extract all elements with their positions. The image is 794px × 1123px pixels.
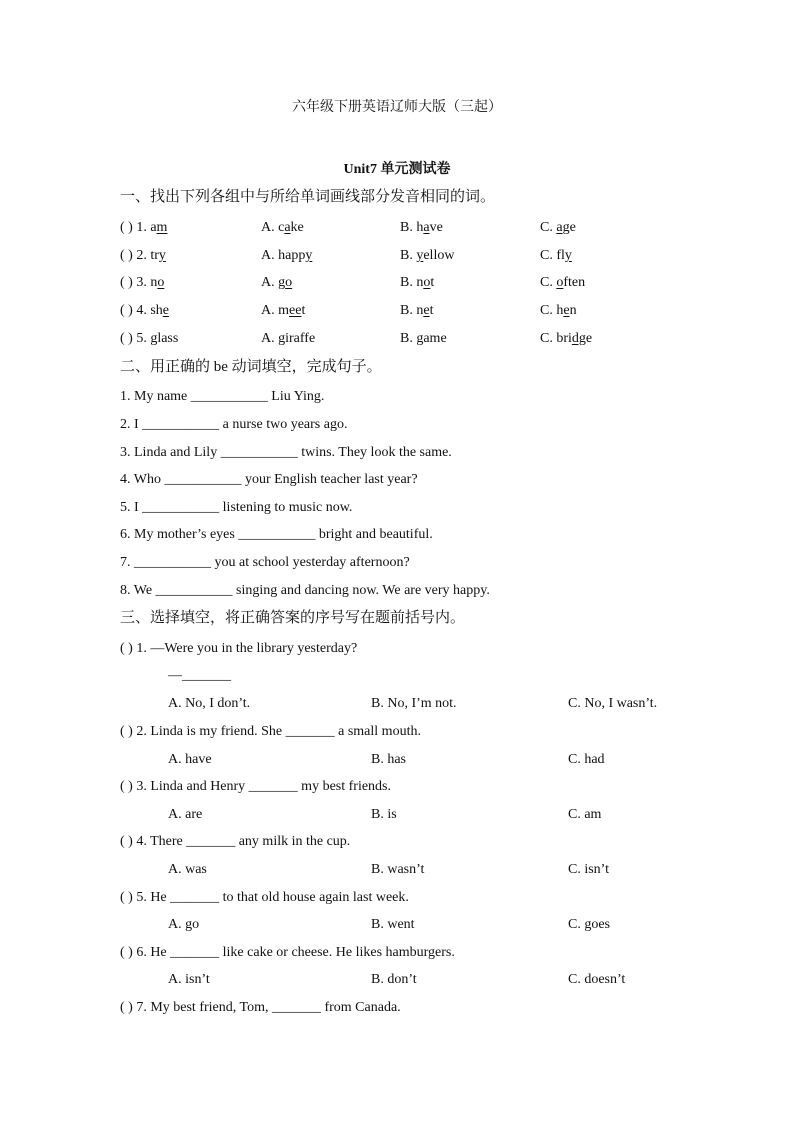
underlined-sound: e (563, 303, 570, 318)
mc-option-a: A. was (168, 862, 207, 877)
item-number: 4. (136, 303, 147, 318)
mc-option-a: A. No, I don’t. (168, 696, 251, 711)
underlined-sound: a (423, 220, 430, 235)
underlined-sound: y (305, 248, 313, 263)
mc-option-c: C. isn’t (568, 862, 609, 877)
mc-question-6: ( ) 6. He _______ like cake or cheese. He likes hamburgers. (120, 945, 455, 960)
fill-sentence-5: 5. I ___________ listening to music now. (120, 500, 353, 515)
section3-heading: 三、选择填空，将正确答案的序号写在题前括号内。 (120, 610, 466, 626)
mc-option-b: B. wasn’t (371, 862, 425, 877)
section1-heading: 一、找出下列各组中与所给单词画线部分发音相同的词。 (120, 189, 496, 205)
mc-option-b: B. don’t (371, 972, 417, 987)
underlined-sound: o (556, 275, 564, 290)
mc-option-b: B. No, I’m not. (371, 696, 457, 711)
fill-sentence-1: 1. My name ___________ Liu Ying. (120, 389, 325, 404)
phonics-option-c (540, 247, 572, 265)
answer-parens: ( ) (120, 248, 133, 263)
word-part: a (150, 220, 157, 235)
mc-option-c: C. doesn’t (568, 972, 626, 987)
word-part: C. fl (540, 248, 565, 263)
underlined-sound: g (150, 331, 158, 346)
word-part: n (150, 275, 158, 290)
fill-sentence-2: 2. I ___________ a nurse two years ago. (120, 417, 348, 432)
underlined-sound: y (416, 248, 424, 263)
mc-option-b: B. has (371, 752, 406, 767)
underlined-sound: m (156, 220, 168, 235)
word-part: ge (562, 220, 576, 235)
fill-sentence-7: 7. ___________ you at school yesterday afternoon? (120, 555, 410, 570)
underlined-sound: ee (289, 303, 302, 318)
mc-option-a: A. have (168, 752, 212, 767)
phonics-item-word (120, 274, 164, 292)
phonics-option-b (400, 274, 434, 292)
mc-question-3: ( ) 3. Linda and Henry _______ my best friends. (120, 779, 391, 794)
phonics-option-b (400, 302, 433, 320)
word-part: ellow (423, 248, 455, 263)
section2-heading: 二、用正确的 be 动词填空，完成句子。 (120, 359, 382, 375)
mc-option-c: C. No, I wasn’t. (568, 696, 658, 711)
fill-sentence-3: 3. Linda and Lily ___________ twins. They look the same. (120, 445, 452, 460)
word-part: ke (290, 220, 304, 235)
phonics-option-a (261, 302, 305, 320)
mc-answer-line: —_______ (168, 668, 231, 683)
phonics-option-a (261, 219, 304, 237)
word-part: ame (423, 331, 447, 346)
word-part: ften (563, 275, 586, 290)
mc-question-4: ( ) 4. There _______ any milk in the cup. (120, 834, 351, 849)
mc-option-a: A. go (168, 917, 200, 932)
word-part: A. g (261, 275, 286, 290)
word-part: t (301, 303, 306, 318)
page-title: 六年级下册英语辽师大版（三起） (292, 100, 502, 115)
underlined-sound: y (564, 248, 572, 263)
underlined-sound: dg (571, 331, 586, 346)
mc-option-b: B. went (371, 917, 415, 932)
word-part: B. n (400, 303, 424, 318)
word-part: B. h (400, 220, 424, 235)
word-part: C. bri (540, 331, 572, 346)
underlined-sound: e (162, 303, 169, 318)
answer-parens: ( ) (120, 220, 133, 235)
answer-parens: ( ) (120, 275, 133, 290)
word-part: A. (261, 331, 279, 346)
mc-option-c: C. am (568, 807, 602, 822)
fill-sentence-4: 4. Who ___________ your English teacher last year? (120, 472, 418, 487)
word-part: ve (429, 220, 443, 235)
item-number: 2. (136, 248, 147, 263)
phonics-option-a (261, 247, 312, 265)
underlined-sound: a (556, 220, 563, 235)
underlined-sound: y (158, 248, 166, 263)
mc-question-7: ( ) 7. My best friend, Tom, _______ from Canada. (120, 1000, 401, 1015)
answer-parens: ( ) (120, 331, 133, 346)
fill-sentence-8: 8. We ___________ singing and dancing now. We are very happy. (120, 583, 490, 598)
word-part: C. (540, 220, 557, 235)
mc-question-5: ( ) 5. He _______ to that old house again last week. (120, 890, 409, 905)
word-part: tr (150, 248, 159, 263)
word-part: C. h (540, 303, 564, 318)
word-part: n (569, 303, 577, 318)
word-part: t (430, 275, 435, 290)
word-part: t (429, 303, 434, 318)
mc-option-c: C. goes (568, 917, 610, 932)
item-number: 1. (136, 220, 147, 235)
word-part: lass (157, 331, 179, 346)
phonics-option-b (400, 247, 454, 265)
phonics-option-c (540, 330, 592, 348)
phonics-option-a (261, 330, 315, 348)
phonics-item-word (120, 247, 166, 265)
phonics-option-c (540, 302, 577, 320)
word-part: A. happ (261, 248, 306, 263)
phonics-option-c (540, 274, 585, 292)
underlined-sound: a (284, 220, 291, 235)
word-part: A. c (261, 220, 285, 235)
underlined-sound: o (157, 275, 165, 290)
phonics-item-word (120, 219, 167, 237)
word-part: e (585, 331, 593, 346)
phonics-option-a (261, 274, 292, 292)
underlined-sound: o (423, 275, 431, 290)
mc-option-b: B. is (371, 807, 397, 822)
word-part: A. m (261, 303, 289, 318)
word-part: iraffe (285, 331, 316, 346)
fill-sentence-6: 6. My mother’s eyes ___________ bright and beautiful. (120, 527, 433, 542)
item-number: 5. (136, 331, 147, 346)
phonics-option-c (540, 219, 576, 237)
word-part: B. n (400, 275, 424, 290)
word-part: C. (540, 275, 557, 290)
underlined-sound: o (285, 275, 293, 290)
phonics-item-word (120, 330, 178, 348)
mc-option-c: C. had (568, 752, 605, 767)
phonics-option-b (400, 219, 443, 237)
underlined-sound: g (416, 331, 424, 346)
underlined-sound: g (278, 331, 286, 346)
item-number: 3. (136, 275, 147, 290)
phonics-option-b (400, 330, 447, 348)
mc-option-a: A. are (168, 807, 203, 822)
mc-question-2: ( ) 2. Linda is my friend. She _______ a small mouth. (120, 724, 421, 739)
phonics-item-word (120, 302, 169, 320)
answer-parens: ( ) (120, 303, 133, 318)
word-part: B. (400, 248, 417, 263)
mc-question-1: ( ) 1. —Were you in the library yesterday? (120, 641, 358, 656)
mc-option-a: A. isn’t (168, 972, 210, 987)
unit-title: Unit7 单元测试卷 (343, 162, 451, 177)
word-part: sh (150, 303, 163, 318)
word-part: B. (400, 331, 417, 346)
underlined-sound: e (423, 303, 430, 318)
